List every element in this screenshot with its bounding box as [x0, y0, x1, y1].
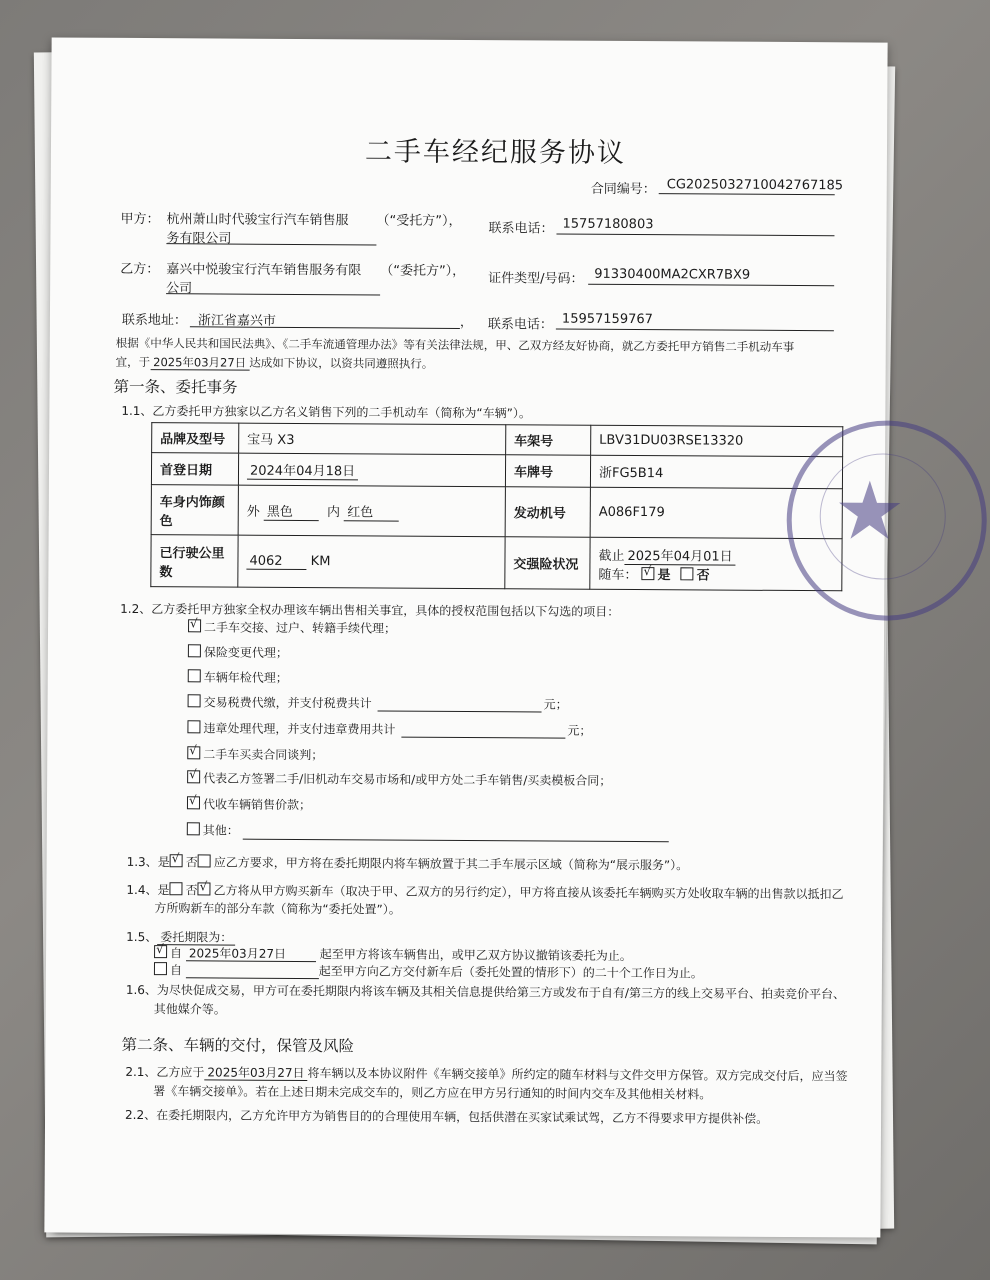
clause-1-6: 1.6、为尽快促成交易，甲方可在委托期限内将该车辆及其相关信息提供给第三方或发布于自有/第三方的线上交易平台、拍卖竞价平台、	[125, 982, 846, 1002]
clause-1-6-line2: 其他媒介等。	[153, 1002, 226, 1017]
term-option-1: √自 2025年03月27日 起至甲方将该车辆售出，或甲乙双方协议撤销该委托为止。	[154, 944, 632, 964]
option-item: 保险变更代理；	[188, 643, 288, 661]
color-value: 外 黑色 内 红色	[238, 485, 505, 537]
c13-yes-checkbox[interactable]	[170, 854, 183, 867]
insurance-label: 交强险状况	[505, 537, 590, 590]
vin-label: 车架号	[506, 425, 591, 456]
company-seal: ★	[786, 420, 987, 621]
option-checkbox[interactable]	[187, 720, 200, 733]
option-checkbox[interactable]	[187, 746, 200, 759]
document-title: 二手车经纪服务协议	[364, 136, 627, 169]
option-checkbox[interactable]	[187, 770, 200, 783]
insurance-value: 截止 2025年04月01日 随车： √ 是 否	[590, 537, 842, 591]
clause-1-2: 1.2、乙方委托甲方独家全权办理该车辆出售相关事宜，具体的授权范围包括以下勾选的项目：	[120, 601, 620, 619]
clause-1-3: 1.3、是√ 否 应乙方要求，甲方将在委托期限内将车辆放置于其二手车展示区域（简称为“展示服务”）。	[127, 853, 689, 873]
term-option-2: 自 起至甲方向乙方交付新车后（委托处置的情形下）的二十个工作日为止。	[154, 961, 703, 981]
first-reg-value: 2024年04月18日	[238, 453, 505, 487]
mileage-label: 已行驶公里数	[151, 535, 238, 588]
brand-value: 宝马 X3	[239, 423, 506, 455]
option-item: 车辆年检代理；	[188, 668, 288, 686]
option-checkbox[interactable]	[188, 694, 201, 707]
clause-2-1-line2: 署《车辆交接单》。若在上述日期未完成交车的，则乙方应在甲方另行通知的时间内交车及其他相关材料。	[153, 1084, 712, 1102]
contract-no-value: CG2025032710042767185	[666, 177, 844, 194]
vin-value: LBV31DU03RSE13320	[591, 425, 843, 457]
option-item: √代表乙方签署二手/旧机动车交易市场和/或甲方处二手车销售/买卖模板合同；	[187, 769, 611, 789]
party-a-phone: 15757180803	[562, 216, 654, 233]
c14-yes-checkbox[interactable]	[170, 882, 183, 895]
contract-no-label: 合同编号：	[590, 181, 656, 198]
option-checkbox[interactable]	[188, 644, 201, 657]
party-b-name-line1: 嘉兴中悦骏宝行汽车销售服务有限	[166, 262, 362, 279]
party-a-phone-label: 联系电话：	[488, 221, 554, 237]
party-a-label: 甲方：	[120, 211, 160, 228]
option-item: √二手车交接、过户、转籍手续代理；	[188, 618, 396, 636]
engine-label: 发动机号	[505, 487, 590, 538]
party-b-role: （“委托方”），	[380, 263, 466, 279]
option-item: √二手车买卖合同谈判；	[187, 745, 323, 763]
party-a-name-line2: 务有限公司	[166, 231, 232, 247]
first-reg-label: 首登日期	[151, 453, 238, 486]
clause-1-4-line2: 方所购新车的部分车款（简称为“委托处置”）。	[154, 901, 401, 917]
option-checkbox[interactable]	[187, 822, 200, 835]
term-option-1-checkbox[interactable]	[154, 945, 167, 958]
clause-1-5: 1.5、 委托期限为：	[126, 928, 235, 946]
party-b-id-label: 证件类型/号码：	[488, 271, 584, 287]
preamble-date: 2025年03月27日	[150, 355, 249, 371]
comma: ，	[459, 314, 473, 331]
option-checkbox[interactable]	[188, 619, 201, 632]
clause-2-1: 2.1、乙方应于 2025年03月27日 将车辆以及本协议附件《车辆交接单》所约定的随车材料与文件交甲方保管。双方完成交付后，应当签	[125, 1064, 848, 1084]
party-a-role: （“受托方”），	[376, 213, 462, 229]
option-item: √代收车辆销售价款；	[187, 795, 311, 813]
mileage-value: 4062 KM	[238, 535, 505, 589]
option-suffix: 元；	[567, 723, 592, 738]
party-b-address-label: 联系地址：	[121, 312, 187, 329]
party-b-address: 浙江省嘉兴市	[197, 313, 276, 329]
insurance-no-checkbox[interactable]	[681, 567, 694, 580]
party-b-phone-label: 联系电话：	[487, 317, 553, 333]
c14-no-checkbox[interactable]	[198, 882, 211, 895]
c13-no-checkbox[interactable]	[198, 854, 211, 867]
party-b-phone: 15957159767	[561, 311, 653, 328]
article1-heading: 第一条、委托事务	[113, 377, 238, 397]
option-item: 违章处理代理，并支付违章费用共计	[187, 719, 395, 737]
vehicle-table	[150, 422, 843, 591]
plate-label: 车牌号	[505, 455, 590, 488]
engine-value: A086F179	[590, 487, 842, 539]
preamble-line1: 根据《中华人民共和国民法典》、《二手车流通管理办法》等有关法律法规，甲、乙双方经友好协商，就乙方委托甲方销售二手机动车事	[115, 335, 795, 354]
party-b-label: 乙方：	[120, 261, 160, 278]
option-item: 其他：	[187, 821, 239, 838]
party-b-id-value: 91330400MA2CXR7BX9	[594, 266, 751, 283]
option-item: 交易税费代缴，并支付税费共计	[188, 693, 372, 711]
plate-value: 浙FG5B14	[590, 455, 842, 489]
option-checkbox[interactable]	[188, 669, 201, 682]
brand-label: 品牌及型号	[152, 423, 239, 454]
insurance-yes-checkbox[interactable]	[642, 567, 655, 580]
party-a-name-line1: 杭州萧山时代骏宝行汽车销售服	[166, 212, 349, 229]
clause-2-2: 2.2、在委托期限内，乙方允许甲方为销售目的的合理使用车辆，包括供潜在买家试乘试驾，乙方不得要求甲方提供补偿。	[125, 1107, 769, 1126]
option-suffix: 元；	[543, 697, 568, 712]
clause-1-4: 1.4、是 否√ 乙方将从甲方购买新车（取决于甲、乙双方的另行约定），甲方将直接从该委托车辆购买方处收取车辆的出售款以抵扣乙	[126, 881, 843, 902]
contract-page	[44, 37, 906, 1237]
preamble-line2: 宜，于 2025年03月27日 达成如下协议，以资共同遵照执行。	[115, 354, 434, 371]
option-checkbox[interactable]	[187, 796, 200, 809]
color-label: 车身内饰颜色	[151, 485, 238, 536]
party-b-name-line2: 公司	[166, 281, 193, 297]
clause-1-1: 1.1、乙方委托甲方独家以乙方名义销售下列的二手机动车（简称为“车辆”）。	[121, 403, 531, 421]
article2-heading: 第二条、车辆的交付，保管及风险	[121, 1035, 355, 1056]
term-option-2-checkbox[interactable]	[154, 962, 167, 975]
